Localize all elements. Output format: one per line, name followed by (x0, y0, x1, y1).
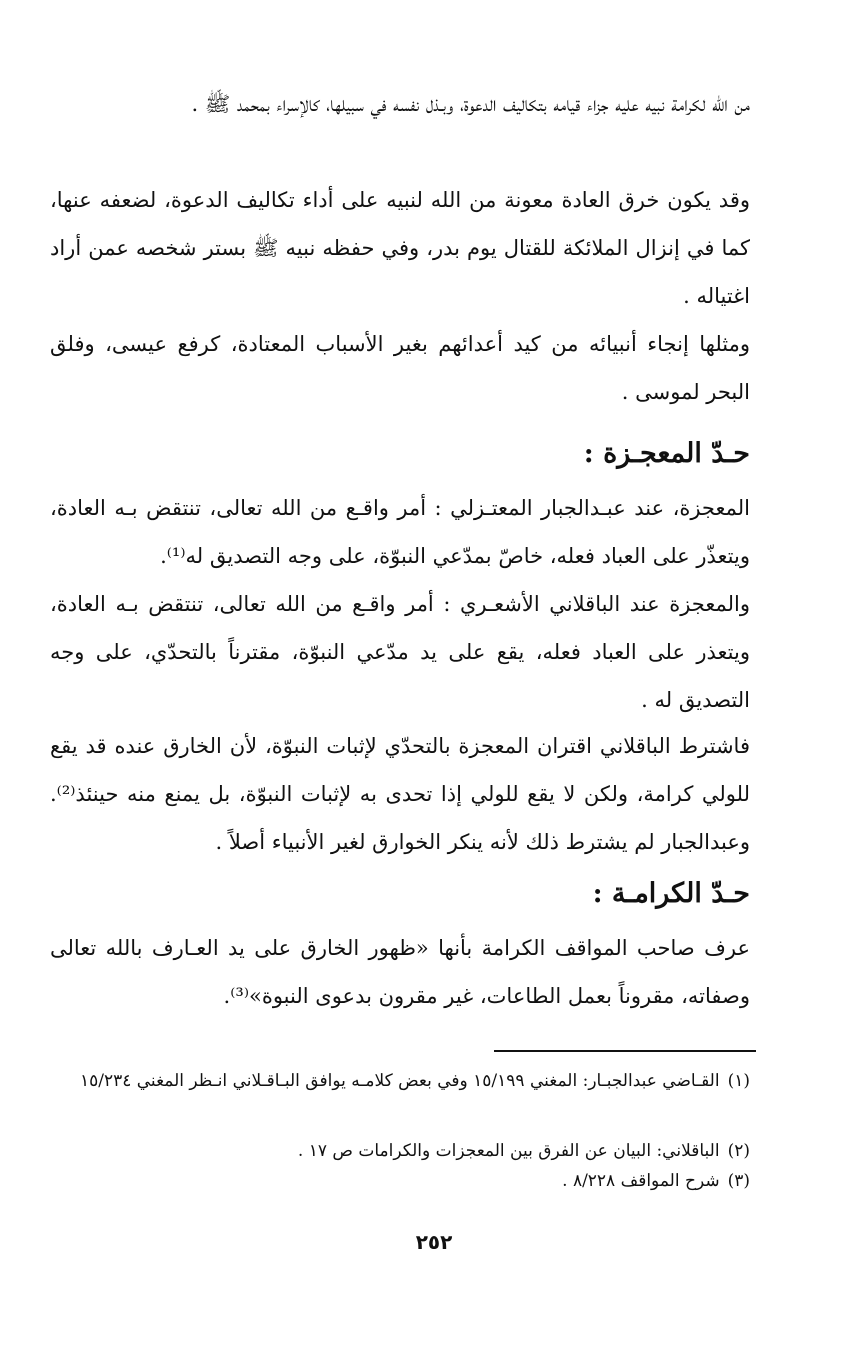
footnote-2 (48, 1136, 750, 1166)
footnote-1 (48, 1066, 750, 1096)
paragraph-3: ومثلها إنجاء أنبيائه من كيد أعدائهم بغير الأسباب المعتادة، كرفع عيسى، وفلق البحر لموسى . (50, 332, 750, 404)
footnote-3 (48, 1166, 750, 1196)
heading-karama: حـدّ الكرامـة : (592, 878, 750, 909)
footnote-1-text: القـاضي عبدالجبـار: المغني ١٥/١٩٩ وفي بعض كلامـه يوافق البـاقـلاني انـظر المغني ١٥/٢٣٤ (79, 1071, 720, 1091)
paragraph-karama: عرف صاحب المواقف الكرامة بأنها «ظهور الخارق على يد العـارف بالله تعالى وصفاته، مقروناً بعمل الطاعات، غير مقرون بدعوى النبوة»⁽³⁾. (50, 936, 750, 1008)
paragraph-mujiza-2: والمعجزة عند الباقلاني الأشعـري : أمر واقـع من الله تعالى، تنتقض بـه العادة، ويتعذر على العباد فعله، يقع على يد مدّعي النبوّة، مقترناً بالتحدّي، على وجه التصديق له . (50, 592, 750, 712)
footnote-3-text: شرح المواقف ٨/٢٢٨ . (562, 1171, 720, 1191)
paragraph-mujiza-3: فاشترط الباقلاني اقتران المعجزة بالتحدّي لإثبات النبوّة، لأن الخارق عنده قد يقع للولي كرامة، ولكن لا يقع للولي إذا تحدى به لإثبات النبوّة، بل يمنع منه حينئذ⁽²⁾. وعبدالجبار لم يشترط ذلك لأنه ينكر الخوارق لغير الأنبياء أصلاً . (50, 734, 750, 854)
footnote-2-text: الباقلاني: البيان عن الفرق بين المعجزات والكرامات ص ١٧ . (297, 1141, 720, 1161)
paragraph-mujiza-1: المعجزة، عند عبـدالجبار المعتـزلي : أمر واقـع من الله تعالى، تنتقض بـه العادة، ويتعذّر على العباد فعله، خاصّ بمدّعي النبوّة، على وجه التصديق له⁽¹⁾. (50, 496, 750, 568)
heading-mujiza: حـدّ المعجـزة : (583, 438, 750, 469)
footnote-1-number: (١) (727, 1071, 750, 1091)
paragraph-1: من الله لكرامة نبيه عليه جزاء قيامه بتكاليف الدعوة، وبـذل نفسه في سبيلها، كالإسراء بمحمد ﷺ . (191, 92, 750, 116)
footnote-2-number: (٢) (727, 1141, 750, 1161)
paragraph-2: وقد يكون خرق العادة معونة من الله لنبيه على أداء تكاليف الدعوة، لضعفه عنها، كما في إنزال الملائكة للقتال يوم بدر، وفي حفظه نبيه ﷺ بستر شخصه عمن أراد اغتياله . (50, 188, 750, 308)
page-number: ٢٥٢ (415, 1230, 453, 1254)
footnote-divider (494, 1050, 756, 1052)
footnote-3-number: (٣) (727, 1171, 750, 1191)
